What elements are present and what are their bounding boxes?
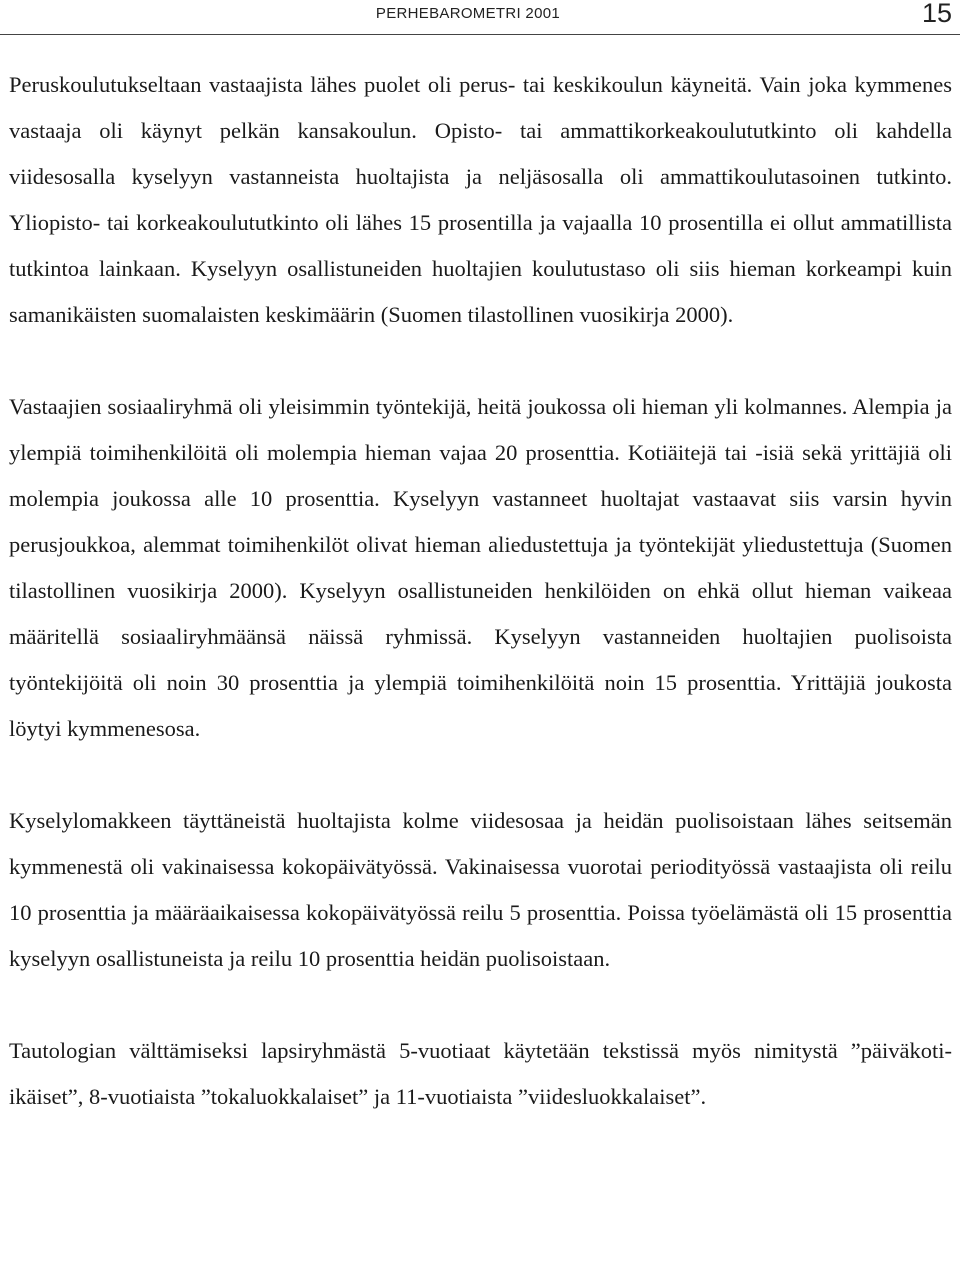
page-number: 15	[921, 0, 952, 28]
page-header	[0, 0, 960, 34]
paragraph-employment: Kyselylomakkeen täyttäneistä huoltajista kolme viidesosaa ja heidän puolisoistaan lähes seitsemän kymmenestä oli vakinaisessa kokopäivätyössä. Vakinaisessa vuorotai periodityössä vastaajista oli reilu 10 prosenttia ja määräaikaisessa kokopäivätyössä reilu 5 prosenttia. Poissa työelämästä oli 15 prosenttia kyselyyn osallistuneista ja reilu 10 prosenttia heidän puolisoistaan.	[9, 808, 952, 971]
running-head: PERHEBAROMETRI 2001	[375, 5, 560, 22]
paragraph-social-group: Vastaajien sosiaaliryhmä oli yleisimmin työntekijä, heitä joukossa oli hieman yli kolmannes. Alempia ja ylempiä toimihenkilöitä oli molempia hieman vajaa 20 prosenttia. Kotiäitejä tai -isiä sekä yrittäjiä oli molempia joukossa alle 10 prosenttia. Kyselyyn vastanneet huoltajat vastaavat siis varsin hyvin perusjoukkoa, alemmat toimihenkilöt olivat hieman aliedustettuja ja työntekijät yliedustettuja (Suomen tilastollinen vuosikirja 2000). Kyselyyn osallistuneiden henkilöiden on ehkä ollut hieman vaikeaa määritellä sosiaaliryhmäänsä näissä ryhmissä. Kyselyyn vastanneiden huoltajien puolisoista työntekijöitä oli noin 30 prosenttia ja ylempiä toimihenkilöitä noin 15 prosenttia. Yrittäjiä joukosta löytyi kymmenesosa.	[9, 394, 952, 741]
paragraph-terminology: Tautologian välttämiseksi lapsiryhmästä 5-vuotiaat käytetään tekstissä myös nimitystä ”päiväkoti-ikäiset”, 8-vuotiaista ”tokaluokkalaiset” ja 11-vuotiaista ”viidesluokkalaiset”.	[9, 1038, 952, 1109]
body-text	[9, 62, 952, 1120]
header-rule	[0, 34, 960, 35]
paragraph-education: Peruskoulutukseltaan vastaajista lähes puolet oli perus- tai keskikoulun käyneitä. Vain joka kymmenes vastaaja oli käynyt pelkän kansakoulun. Opisto- tai ammattikorkeakoulututkinto oli kahdella viidesosalla kyselyyn vastanneista huoltajista ja neljäsosalla oli ammattikoulutasoinen tutkinto. Yliopisto- tai korkeakoulututkinto oli lähes 15 prosentilla ja vajaalla 10 prosentilla ei ollut ammatillista tutkintoa lainkaan. Kyselyyn osallistuneiden huoltajien koulutustaso oli siis hieman korkeampi kuin samanikäisten suomalaisten keskimäärin (Suomen tilastollinen vuosikirja 2000).	[9, 72, 952, 327]
